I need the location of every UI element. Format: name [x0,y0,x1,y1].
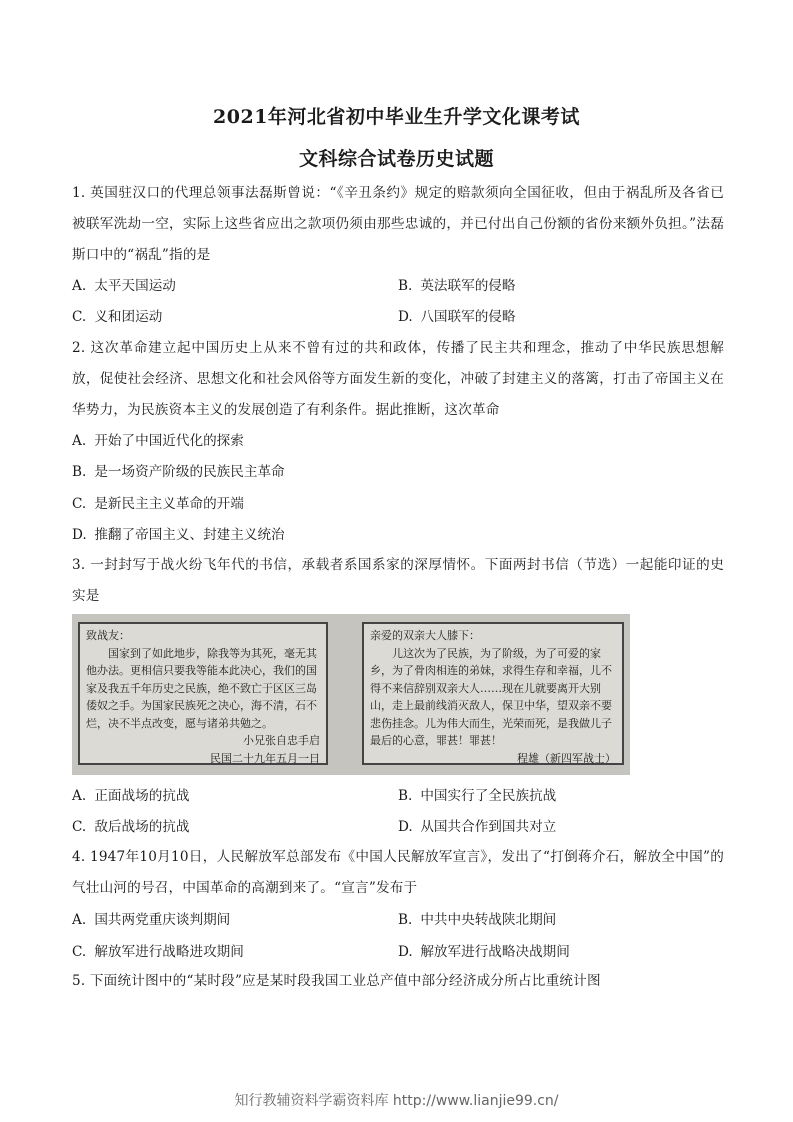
letter-cheng-xiong [362,622,624,765]
question-2-option-a: A. 开始了中国近代化的探索 [72,433,244,449]
exam-title: 2021年河北省初中毕业生升学文化课考试 [213,106,580,128]
question-2-option-d: D. 推翻了帝国主义、封建主义统治 [72,527,285,543]
question-2-option-b: B. 是一场资产阶级的民族民主革命 [72,464,285,480]
letter-right-signature: 程雄（新四军战士） [517,751,616,765]
question-2-option-c: C. 是新民主主义革命的开端 [72,496,244,512]
letter-left-signature: 小兄张自忠手启 [243,734,320,747]
letter-left-body: 国家到了如此地步，除我等为其死，毫无其他办法。更相信只要我等能本此决心，我们的国家及我五千年历史之民族，绝不致亡于区区三岛倭奴之手。为国家民族死之决心，海不清，石不烂，决不半点改变，愿与诸弟共勉之。 [86,646,317,730]
letter-right-salutation: 亲爱的双亲大人膝下： [370,629,480,642]
page-footer: 知行教辅资料学霸资料库 http://www.lianjie99.cn/ [234,1093,559,1109]
letter-zhang-zizhong [78,622,328,765]
question-1-option-d: D. 八国联军的侵略 [398,309,516,325]
letter-left-salutation: 致战友： [86,629,130,642]
question-4-option-d: D. 解放军进行战略决战期间 [398,944,570,960]
letters-photo [72,614,630,775]
question-3-option-c: C. 敌后战场的抗战 [72,819,190,835]
letter-right-body: 儿这次为了民族，为了阶级，为了可爱的家乡，为了骨肉相连的弟妹，求得生存和幸福，儿不得不来信辞别双亲大人……现在儿就要离开大别山，走上最前线消灭敌人，保卫中华，望双亲不要悲伤挂念。儿为伟大而生，光荣而死，是我做儿子最后的心意，罪甚！罪甚！ [370,646,612,747]
question-2-stem: 2. 这次革命建立起中国历史上从来不曾有过的共和政体，传播了民主共和理念，推动了中华民族思想解放，促使社会经济、思想文化和社会风俗等方面发生新的变化，冲破了封建主义的落篱，打击了帝国主义在华势力，为民族资本主义的发展创造了有利条件。据此推断，这次革命 [72,340,724,418]
question-3-option-b: B. 中国实行了全民族抗战 [398,788,557,804]
question-1-option-c: C. 义和团运动 [72,309,163,325]
letter-left-date: 民国二十九年五月一日 [210,751,320,765]
question-4-option-c: C. 解放军进行战略进攻期间 [72,944,244,960]
question-1-option-b: B. 英法联军的侵略 [398,278,516,294]
question-4-stem: 4. 1947年10月10日，人民解放军总部发布《中国人民解放军宣言》，发出了“打倒蒋介石，解放全中国”的气壮山河的号召，中国革命的高潮到来了。“宣言”发布于 [72,849,724,896]
question-3-stem: 3. 一封封写于战火纷飞年代的书信，承载者系国系家的深厚情怀。下面两封书信（节选）一起能印证的史实是 [72,557,724,604]
question-1-stem: 1. 英国驻汉口的代理总领事法磊斯曾说：“《辛丑条约》规定的赔款须向全国征收，但由于祸乱所及各省已被联军洗劫一空，实际上这些省应出之款项仍须由那些忠诚的，并已付出自己份额的省份来额外负担。”法磊斯口中的“祸乱”指的是 [72,185,724,263]
question-1-option-a: A. 太平天国运动 [72,278,176,294]
question-4-option-b: B. 中共中央转战陕北期间 [398,912,557,928]
question-4-option-a: A. 国共两党重庆谈判期间 [72,912,231,928]
exam-subtitle: 文科综合试卷历史试题 [298,148,494,170]
question-5-stem: 5. 下面统计图中的“某时段”应是某时段我国工业总产值中部分经济成分所占比重统计图 [72,973,601,989]
question-3-option-a: A. 正面战场的抗战 [72,788,190,804]
question-3-option-d: D. 从国共合作到国共对立 [398,819,557,835]
